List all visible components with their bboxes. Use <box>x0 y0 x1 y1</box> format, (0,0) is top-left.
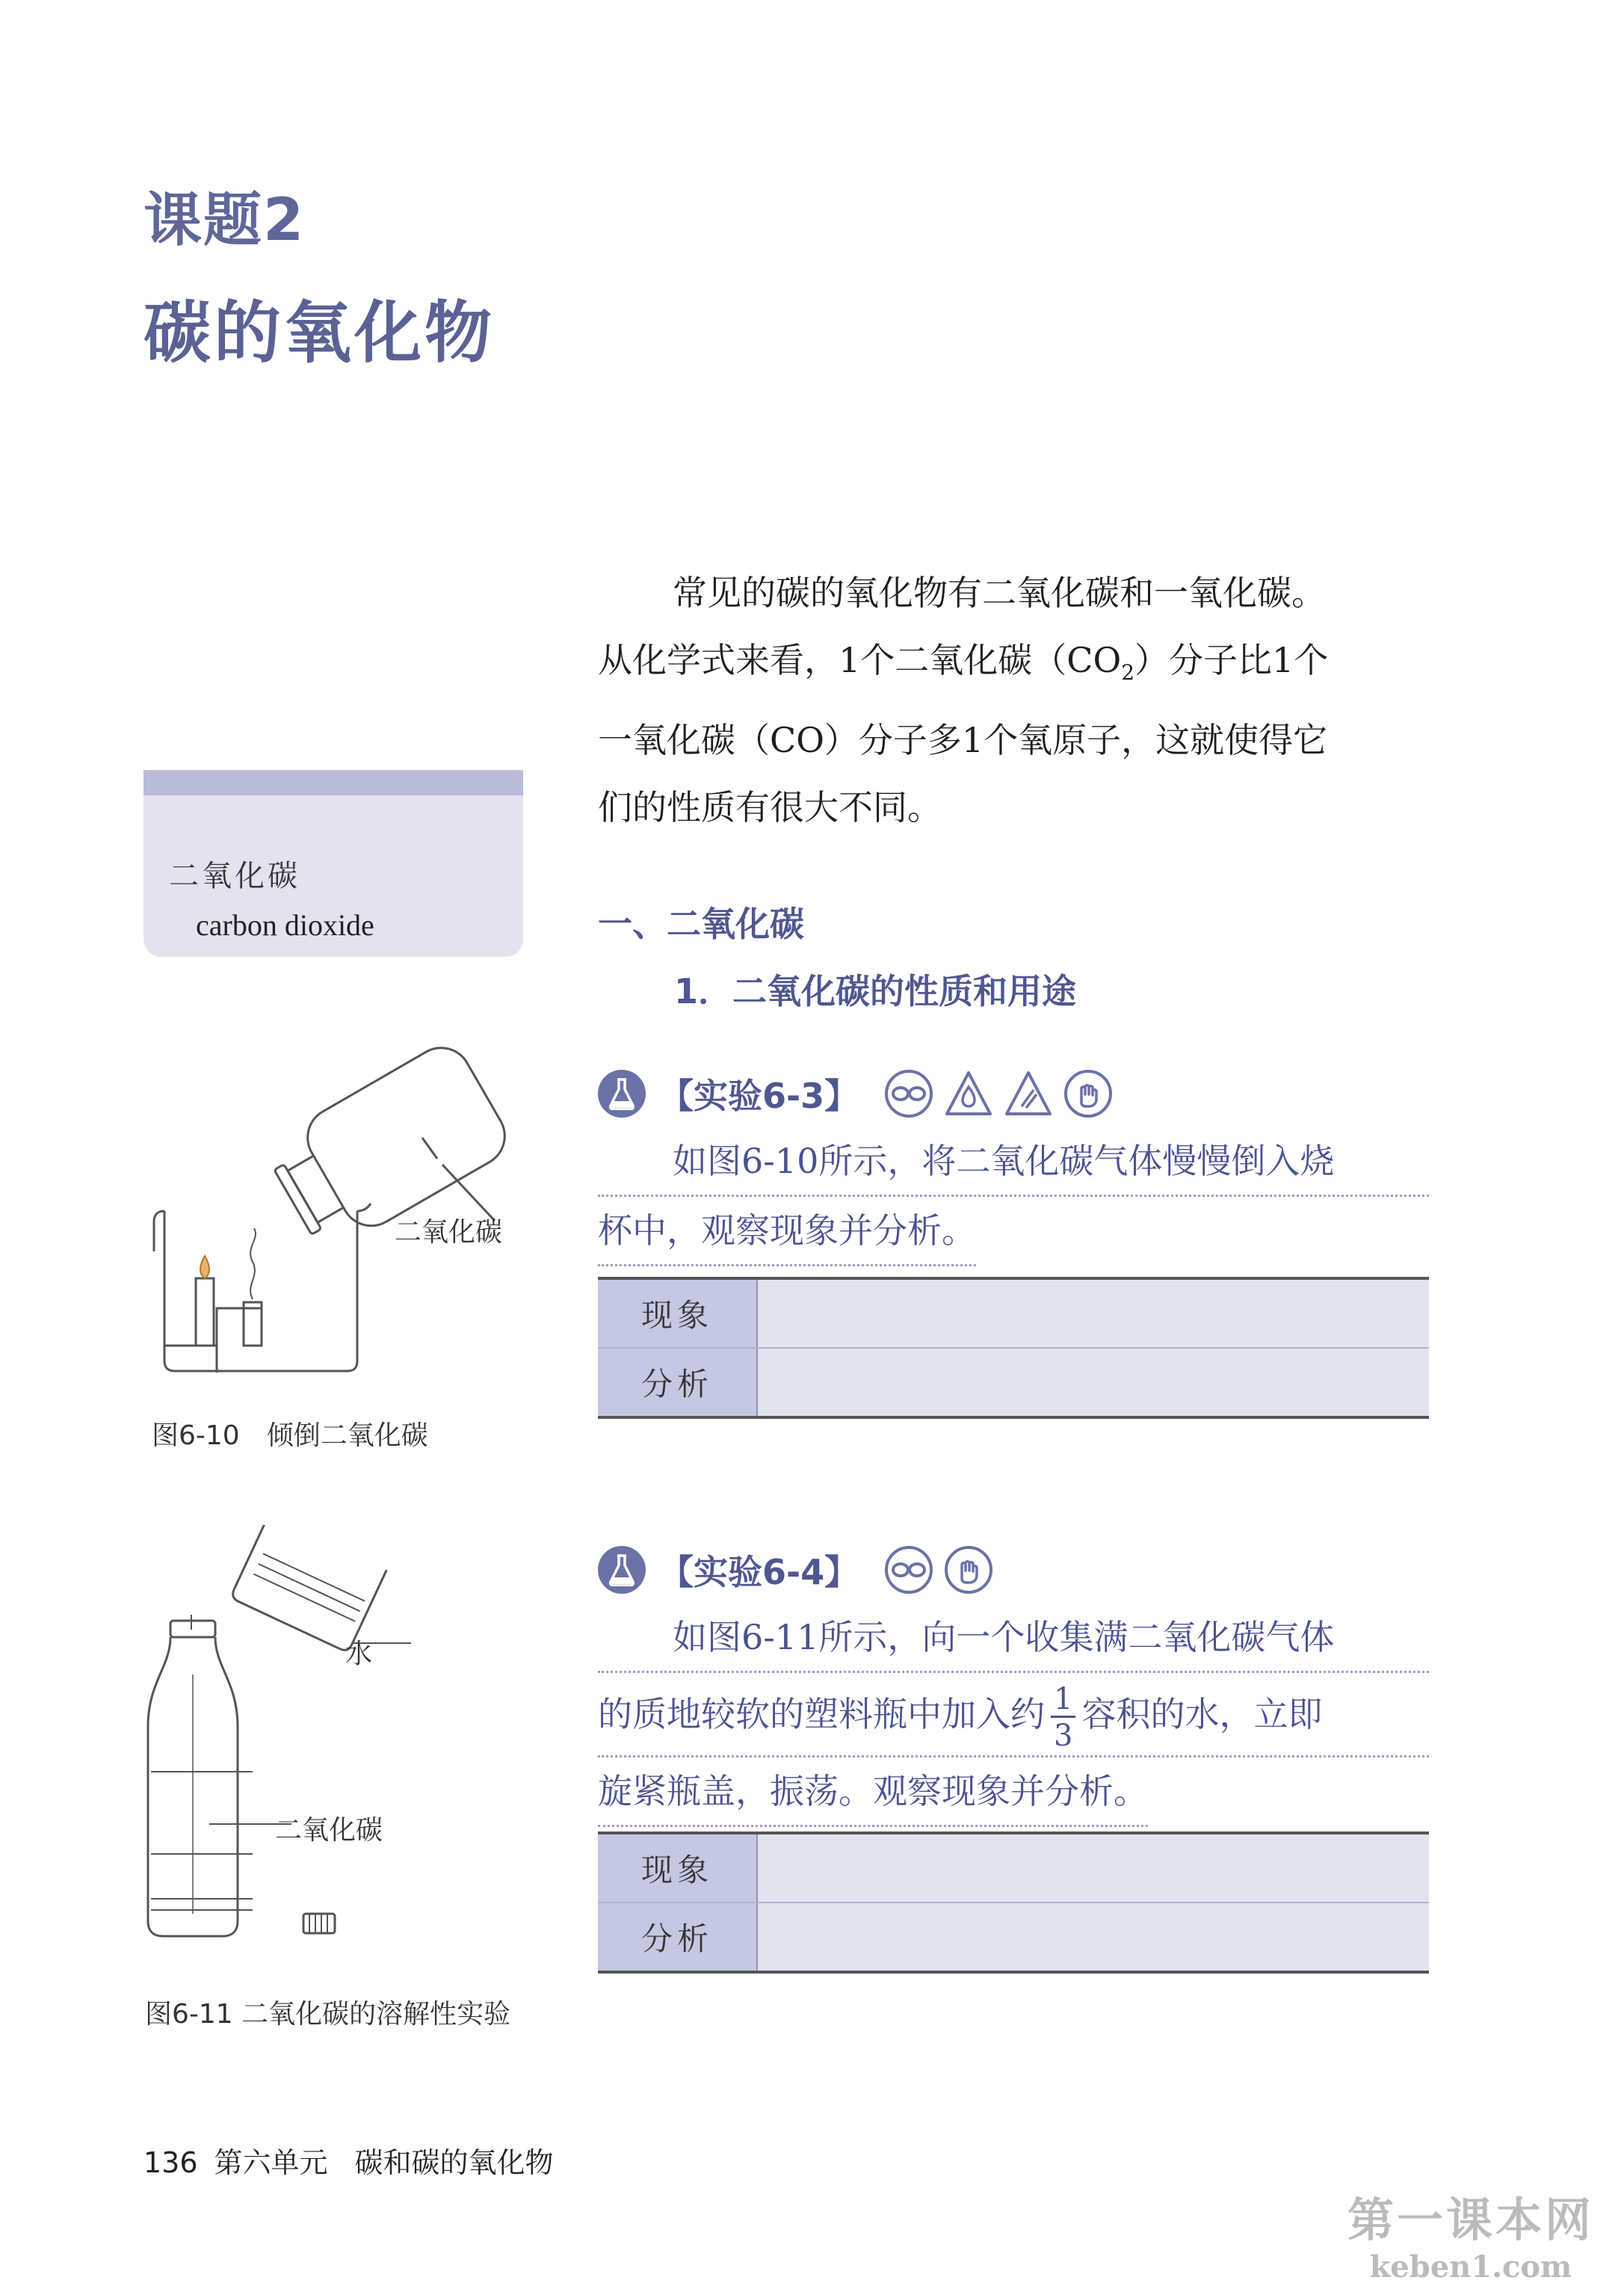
experiment-6-4-record-table <box>598 1832 1429 1974</box>
page-number: 136 <box>143 2146 198 2179</box>
unit-number: 第六单元 <box>214 2146 328 2179</box>
intro-line: 从化学式来看，1个二氧化碳$(CO_2)$分子比1个 <box>598 640 1329 686</box>
glossary-box <box>143 770 523 957</box>
experiment-6-4-text <box>598 1604 1429 1827</box>
figure-6-11-illustration <box>135 1525 523 1944</box>
figure-label-co2: 二氧化碳 <box>275 1815 383 1846</box>
glossary-term-en: carbon dioxide <box>196 908 374 942</box>
figure-label-co2: 二氧化碳 <box>395 1217 503 1248</box>
experiment-6-3-header <box>598 1068 1113 1120</box>
watermark: 第一课本网 keben1.com <box>1347 2193 1594 2285</box>
intro-paragraph <box>598 559 1435 841</box>
experiment-6-3-text <box>598 1127 1429 1266</box>
figure-6-10-caption: 图6-10 倾倒二氧化碳 <box>152 1420 428 1451</box>
experiment-text-line: 如图6-10所示，将二氧化碳气体慢慢倒入烧 <box>598 1127 1429 1197</box>
experiment-title: 【实验6-4】 <box>659 1552 859 1592</box>
row-label-phenomenon: 现象 <box>598 1278 757 1348</box>
experiment-text-line: 旋紧瓶盖，振荡。观察现象并分析。 <box>598 1758 1148 1827</box>
figure-6-11-caption: 图6-11 二氧化碳的溶解性实验 <box>145 1999 511 2030</box>
glossary-term-zh: 二氧化碳 <box>169 859 300 893</box>
section-subheading: 1．二氧化碳的性质和用途 <box>674 971 1077 1011</box>
experiment-title: 【实验6-3】 <box>659 1076 859 1116</box>
flask-icon <box>598 1546 646 1594</box>
row-label-phenomenon: 现象 <box>598 1833 757 1903</box>
unit-title: 碳和碳的氧化物 <box>354 2146 554 2179</box>
table-row <box>598 1903 1429 1972</box>
lesson-number: 课题2 <box>143 187 306 254</box>
sharp-glass-icon <box>1004 1069 1053 1118</box>
analysis-answer-cell[interactable] <box>757 1903 1429 1972</box>
row-label-analysis: 分析 <box>598 1903 757 1972</box>
table-row <box>598 1348 1429 1417</box>
goggles-icon <box>884 1069 933 1118</box>
experiment-text-line: 杯中，观察现象并分析。 <box>598 1197 976 1266</box>
intro-line: 常见的碳的氧化物有二氧化碳和一氧化碳。 <box>673 573 1326 613</box>
hand-wash-icon <box>944 1545 993 1595</box>
flask-icon <box>598 1070 646 1118</box>
phenomenon-answer-cell[interactable] <box>757 1278 1429 1348</box>
table-row <box>598 1833 1429 1903</box>
fraction-one-third: $\frac{1}{3}$ <box>1051 1684 1075 1751</box>
section-heading: 一、二氧化碳 <box>598 904 804 944</box>
analysis-answer-cell[interactable] <box>757 1348 1429 1417</box>
row-label-analysis: 分析 <box>598 1348 757 1417</box>
experiment-6-4-header <box>598 1544 993 1596</box>
table-row <box>598 1278 1429 1348</box>
experiment-text-line: 的质地较软的塑料瓶中加入约 $\frac{1}{3}$ 容积的水，立即 <box>598 1673 1429 1758</box>
experiment-6-3-record-table <box>598 1277 1429 1419</box>
page-footer <box>143 2140 554 2181</box>
intro-line: 一氧化碳（CO）分子多1个氧原子，这就使得它 <box>598 720 1328 761</box>
goggles-icon <box>884 1545 933 1595</box>
hand-wash-icon <box>1063 1069 1113 1118</box>
figure-label-water: 水 <box>345 1639 373 1669</box>
experiment-text-line: 如图6-11所示，向一个收集满二氧化碳气体 <box>598 1604 1429 1673</box>
flame-icon <box>944 1069 993 1118</box>
phenomenon-answer-cell[interactable] <box>757 1833 1429 1903</box>
lesson-title: 碳的氧化物 <box>143 294 495 372</box>
intro-line: 们的性质有很大不同。 <box>598 787 942 828</box>
